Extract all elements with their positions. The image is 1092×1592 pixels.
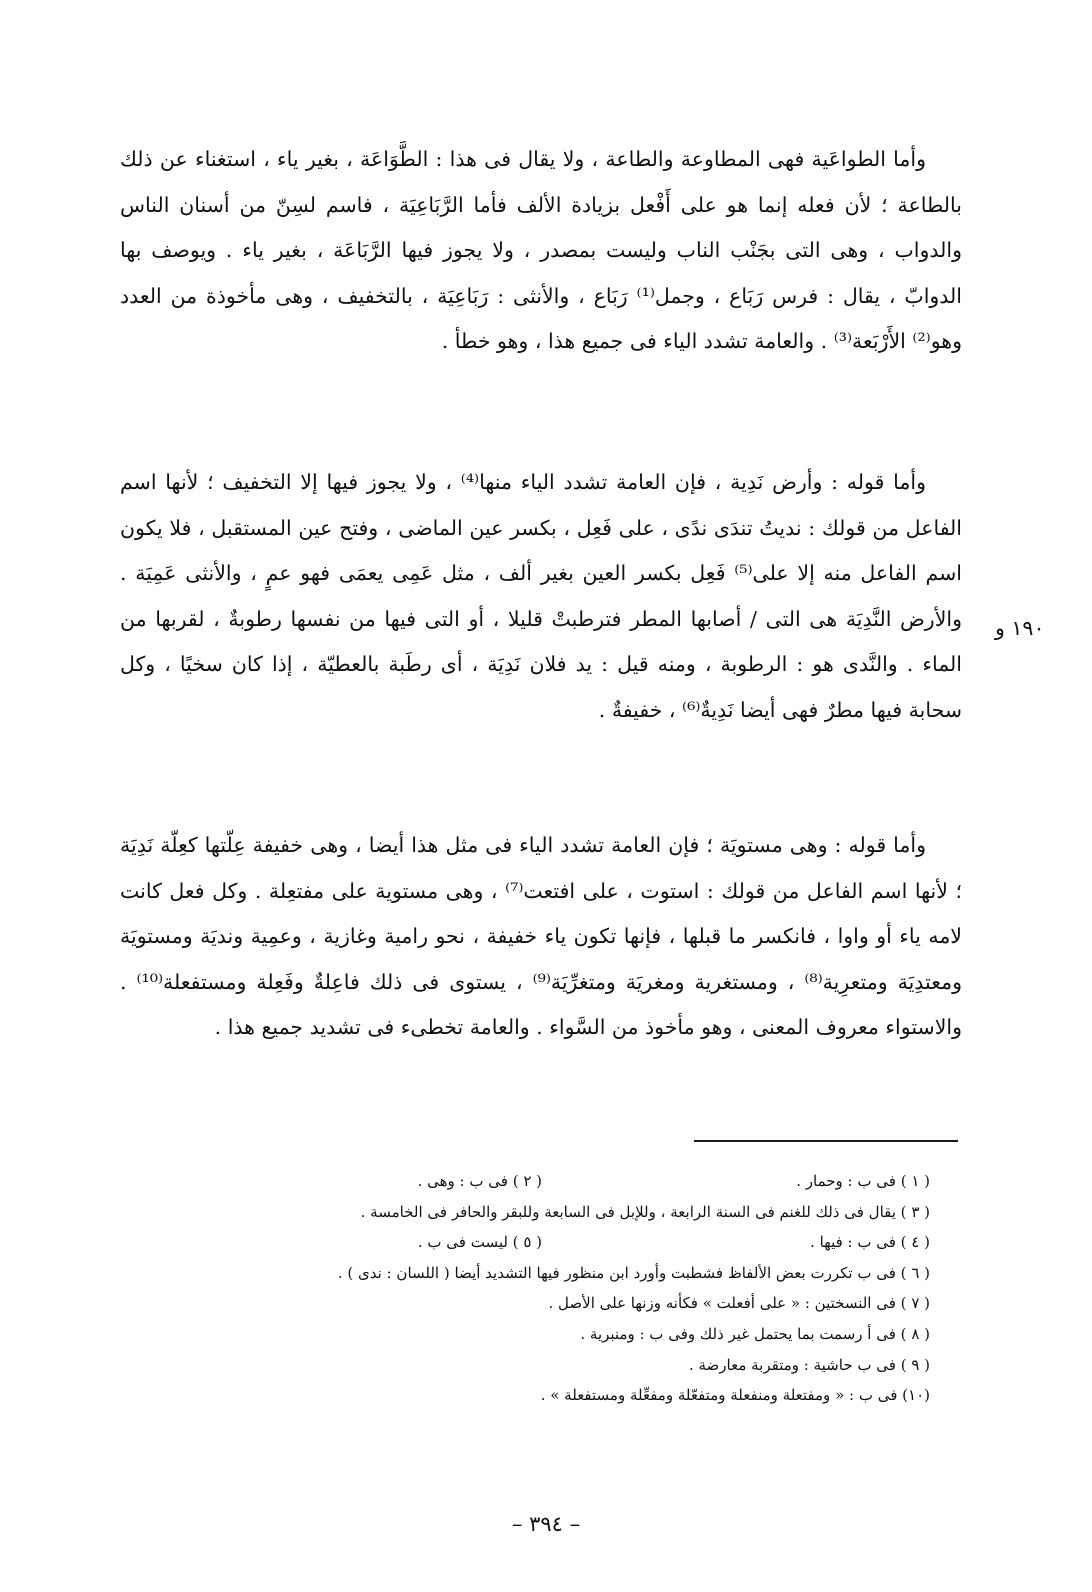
paragraph-2 [120, 460, 962, 734]
paragraph-3 [120, 823, 962, 1051]
footnote: ( ٨ ) فى أ رسمت بما يحتمل غير ذلك وفى ب : ومنبرية . [580, 1324, 930, 1343]
paragraph-text: وأما الطواعَية فهى المطاوعة والطاعة ، ولا يقال فى هذا : الطَّوَاعَة ، بغير ياء ، استغناء عن ذلك بالطاعة ؛ لأن فعله إنما هو على أَفْعل بزيادة الألف فأما الرَّبَاعِيَة ، فاسم لسِنّ من أسنان الناس والدواب ، وهى التى بجَنْب الناب وليست بمصدر ، ولا يجوز فيها الرَّبَاعَة ، بغير ياء . ويوصف بها الدوابّ ، يقال : فرس رَبَاع ، وجمل⁽¹⁾ رَبَاع ، والأنثى : رَبَاعِيَة ، بالتخفيف ، وهى مأخوذة من العدد وهو⁽²⁾ الأَرْبَعة⁽³⁾ . والعامة تشدد الياء فى جميع هذا ، وهو خطأ . [120, 147, 962, 354]
page-number: – ٣٩٤ – [511, 1512, 581, 1536]
footnote: ( ٩ ) فى ب حاشية : ومتقربة معارضة . [688, 1355, 930, 1374]
footnote-row [160, 1166, 930, 1197]
margin-folio-note: ١٩٠ و [995, 616, 1045, 640]
footnote: ( ٤ ) فى ب : فيها . [810, 1233, 930, 1252]
footnote: ( ٧ ) فى النسختين : « على أفعلت » فكأنه وزنها على الأصل . [548, 1294, 930, 1313]
footnote: ( ٣ ) يقال فى ذلك للغنم فى السنة الرابعة ، وللإبل فى السابعة وللبقر والحافر فى الخامسة . [360, 1202, 930, 1221]
footnote: ( ١ ) فى ب : وحمار . [796, 1172, 930, 1190]
footnote: ( ٦ ) فى ب تكررت بعض الألفاظ فشطبت وأورد ابن منظور فيها التشديد أيضا ( اللسان : ندى ) . [337, 1263, 930, 1282]
footnote-separator [694, 1140, 958, 1142]
footnote-row [160, 1288, 930, 1319]
footnote-row [160, 1380, 930, 1411]
paragraph-1 [120, 137, 962, 365]
footnotes [160, 1166, 930, 1411]
footnote-row [160, 1227, 930, 1258]
paragraph-text: وأما قوله : وهى مستويَة ؛ فإن العامة تشدد الياء فى مثل هذا أيضا ، وهى خفيفة عِلّتها كعِلّة نَدِيَة ؛ لأنها اسم الفاعل من قولك : استوت ، على افتعت⁽⁷⁾ ، وهى مستوية على مفتعِلة . وكل فعل كانت لامه ياء أو واوا ، فانكسر ما قبلها ، فإنها تكون ياء خفيفة ، نحو رامية وغازية ، وعمِية ونديَة ومستويَة ومعتدِيَة ومتعرِية⁽⁸⁾ ، ومستغرية ومغريَة ومتغرِّيَة⁽⁹⁾ ، يستوى فى ذلك فاعِلةٌ وفَعِلة ومستفعلة⁽¹⁰⁾ . والاستواء معروف المعنى ، وهو مأخوذ من السَّواء . والعامة تخطىء فى تشديد جميع هذا . [120, 833, 962, 1040]
footnote-row [160, 1197, 930, 1228]
footnote-row [160, 1258, 930, 1289]
footnote: ( ٢ ) فى ب : وهى . [417, 1172, 542, 1190]
footnote: (١٠) فى ب : « ومفتعلة ومنفعلة ومتفعّلة ومفعِّلة ومستفعلة » . [540, 1386, 930, 1405]
footnote: ( ٥ ) ليست فى ب . [417, 1233, 542, 1252]
paragraph-text: وأما قوله : وأرض نَدِية ، فإن العامة تشدد الياء منها⁽⁴⁾ ، ولا يجوز فيها إلا التخفيف ؛ لأنها اسم الفاعل من قولك : نديتُ تندَى ندًى ، على فَعِل ، بكسر عين الماضى ، وفتح عين المستقبل ، فلا يكون اسم الفاعل منه إلا على⁽⁵⁾ فَعِل بكسر العين بغير ألف ، مثل عَمِى يعمَى فهو عمٍ ، والأنثى عَمِيَة . والأرض النَّدِيَة هى التى / أصابها المطر فترطبتْ قليلا ، أو التى فيها من نفسها رطوبةٌ ، لقربها من الماء . والنَّدى هو : الرطوبة ، ومنه قيل : يد فلان نَدِيَة ، أى رطَبة بالعطيّة ، إذا كان سخيًا ، وكل سحابة فيها مطرٌ فهى أيضا نَدِيةٌ⁽⁶⁾ ، خفيفةٌ . [120, 470, 962, 722]
footnote-row [160, 1319, 930, 1350]
footnote-row [160, 1350, 930, 1381]
